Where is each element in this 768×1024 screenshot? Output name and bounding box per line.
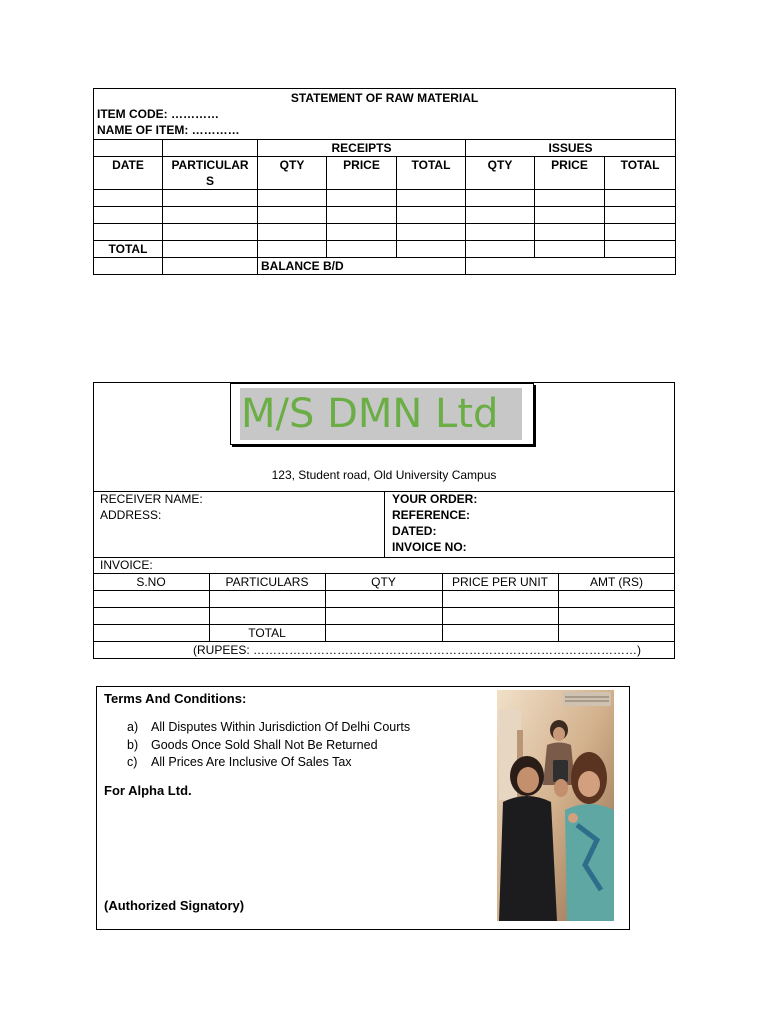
list-item: a) All Disputes Within Jurisdiction Of Delhi Courts: [127, 720, 411, 734]
invoice-form: [93, 382, 675, 659]
issues-header: ISSUES: [466, 140, 676, 157]
empty-cell: [163, 140, 258, 157]
issues-total-header: TOTAL: [605, 157, 676, 190]
invoice-label: INVOICE:: [100, 558, 153, 572]
raw-material-statement-table: [93, 88, 676, 275]
list-item: c) All Prices Are Inclusive Of Sales Tax: [127, 755, 352, 769]
table-row: [94, 207, 676, 224]
divider: [93, 590, 675, 591]
total-row: [94, 241, 676, 258]
empty-cell: [94, 140, 163, 157]
receiver-name-label: RECEIVER NAME:: [100, 492, 203, 506]
issues-price-header: PRICE: [535, 157, 605, 190]
issues-qty-header: QTY: [466, 157, 535, 190]
for-company-label: For Alpha Ltd.: [104, 783, 192, 798]
company-name: M/S DMN Ltd: [241, 391, 499, 437]
item-name-label: NAME OF ITEM: …………: [97, 123, 240, 137]
statement-header-cell: [94, 89, 676, 140]
divider: [384, 491, 385, 557]
company-address: 123, Student road, Old University Campus: [271, 468, 497, 482]
receipts-qty-header: QTY: [258, 157, 327, 190]
list-item: b) Goods Once Sold Shall Not Be Returned: [127, 737, 378, 752]
rupees-in-words-line: (RUPEES: ……………………………………………………………………………………): [193, 643, 642, 657]
company-logo: [230, 383, 534, 445]
your-order-label: YOUR ORDER:: [392, 492, 478, 506]
divider: [93, 607, 675, 608]
terms-and-conditions-box: [96, 686, 630, 930]
sno-column-header: S.NO: [136, 575, 166, 589]
divider: [93, 557, 675, 558]
receipts-header: RECEIPTS: [258, 140, 466, 157]
qty-column-header: QTY: [371, 575, 396, 589]
item-code-label: ITEM CODE: …………: [97, 107, 219, 121]
particulars-column-header: PARTICULARS: [225, 575, 309, 589]
statement-total-label: TOTAL: [94, 241, 163, 258]
receipts-total-header: TOTAL: [397, 157, 466, 190]
reference-label: REFERENCE:: [392, 508, 471, 522]
divider: [93, 624, 675, 625]
invoice-no-label: INVOICE NO:: [392, 540, 467, 554]
terms-heading: Terms And Conditions:: [104, 691, 247, 706]
table-row: [94, 190, 676, 207]
receiver-address-label: ADDRESS:: [100, 508, 162, 522]
table-row: [94, 224, 676, 241]
terms-list: [127, 719, 410, 772]
particulars-column-header: PARTICULAR S: [163, 157, 258, 190]
price-per-unit-column-header: PRICE PER UNIT: [451, 575, 548, 589]
statement-title: STATEMENT OF RAW MATERIAL: [290, 91, 479, 105]
balance-row: [94, 258, 676, 275]
balance-bd-label: BALANCE B/D: [258, 258, 466, 275]
amount-column-header: AMT (RS): [589, 575, 644, 589]
photo-illustration: [497, 690, 614, 921]
dated-label: DATED:: [392, 524, 437, 538]
photo-image: [497, 690, 614, 921]
receipts-price-header: PRICE: [327, 157, 397, 190]
invoice-total-label: TOTAL: [248, 626, 286, 640]
date-column-header: DATE: [94, 157, 163, 190]
authorized-signatory-label: (Authorized Signatory): [104, 898, 245, 913]
